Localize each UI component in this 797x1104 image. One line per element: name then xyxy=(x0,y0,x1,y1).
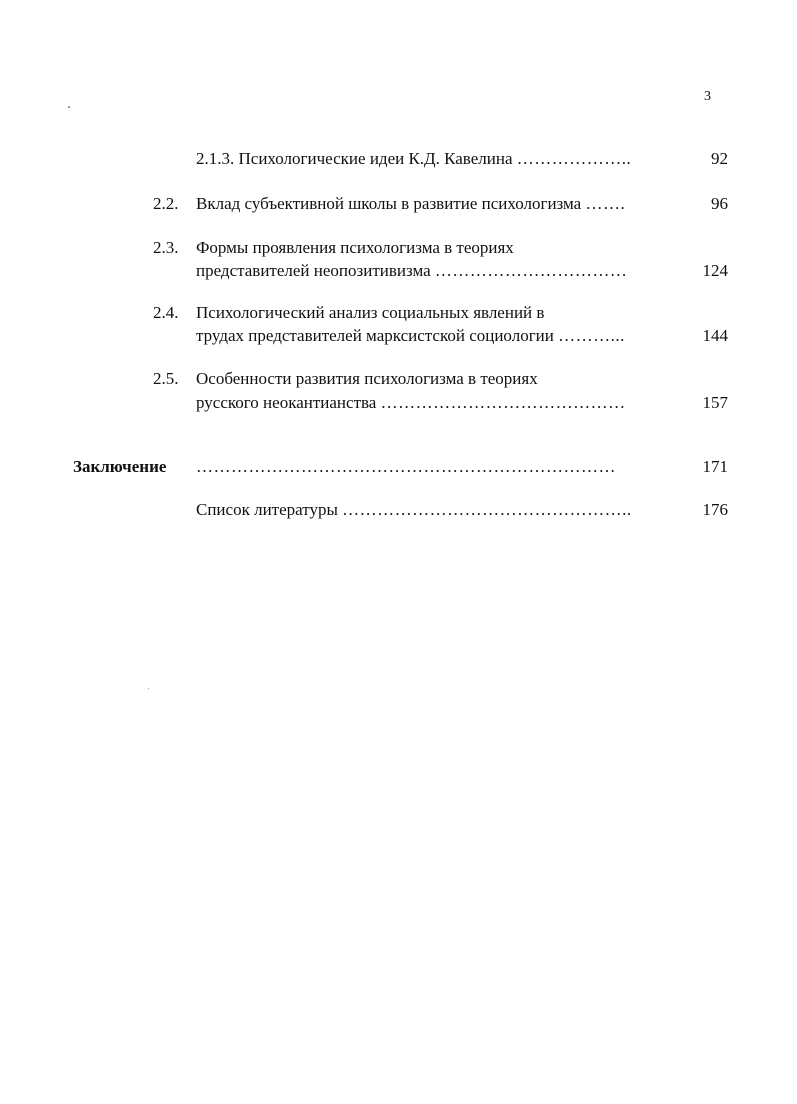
toc-leader-dots: ……………….. xyxy=(516,149,632,168)
page-number: 3 xyxy=(704,89,711,104)
toc-entry-title-text: русского неокантианства xyxy=(196,393,377,412)
toc-entry-number: 2.2. xyxy=(153,194,179,213)
toc-bibliography-label: Список литературы xyxy=(196,500,338,519)
scan-speck xyxy=(148,688,149,689)
toc-entry-title-line: Особенности развития психологизма в теориях xyxy=(196,369,538,388)
toc-leader-dots: ………………………………………….. xyxy=(342,500,632,519)
toc-page-ref: 171 xyxy=(702,457,728,476)
toc-entry-title xyxy=(196,192,625,216)
toc-entry-number: 2.5. xyxy=(153,369,179,388)
toc-leader-dots: …………………………………… xyxy=(380,393,626,412)
toc-leader-dots: ………... xyxy=(558,326,625,345)
toc-entry-title-line: Психологический анализ социальных явлений в xyxy=(196,303,545,322)
toc-conclusion-label: Заключение xyxy=(73,457,167,476)
toc-entry-title-line: Формы проявления психологизма в теориях xyxy=(196,238,514,257)
toc-entry-title xyxy=(196,259,627,283)
toc-page-ref: 96 xyxy=(711,194,728,213)
toc-page-ref: 157 xyxy=(702,393,728,412)
toc-entry-title-text: 2.1.3. Психологические идеи К.Д. Кавелина xyxy=(196,149,513,168)
toc-bibliography-title xyxy=(196,498,632,522)
toc-entry-title xyxy=(196,391,626,415)
toc-leader-dots: …………………………… xyxy=(434,261,628,280)
toc-leader-dots: ……………………………………………………………… xyxy=(196,457,616,476)
toc-entry-title-text: Вклад субъективной школы в развитие психологизма xyxy=(196,194,582,213)
toc-entry-title xyxy=(196,147,631,171)
toc-page-ref: 176 xyxy=(702,500,728,519)
toc-entry-title-text: представителей неопозитивизма xyxy=(196,261,431,280)
scan-speck xyxy=(68,106,70,108)
toc-entry-title xyxy=(196,324,625,348)
toc-page-ref: 92 xyxy=(711,149,728,168)
toc-entry-number: 2.3. xyxy=(153,238,179,257)
toc-entry-number: 2.4. xyxy=(153,303,179,322)
toc-leader-dots: ……. xyxy=(585,194,626,213)
toc-page-ref: 144 xyxy=(702,326,728,345)
toc-page-ref: 124 xyxy=(702,261,728,280)
toc-entry-title-text: трудах представителей марксистской социологии xyxy=(196,326,554,345)
